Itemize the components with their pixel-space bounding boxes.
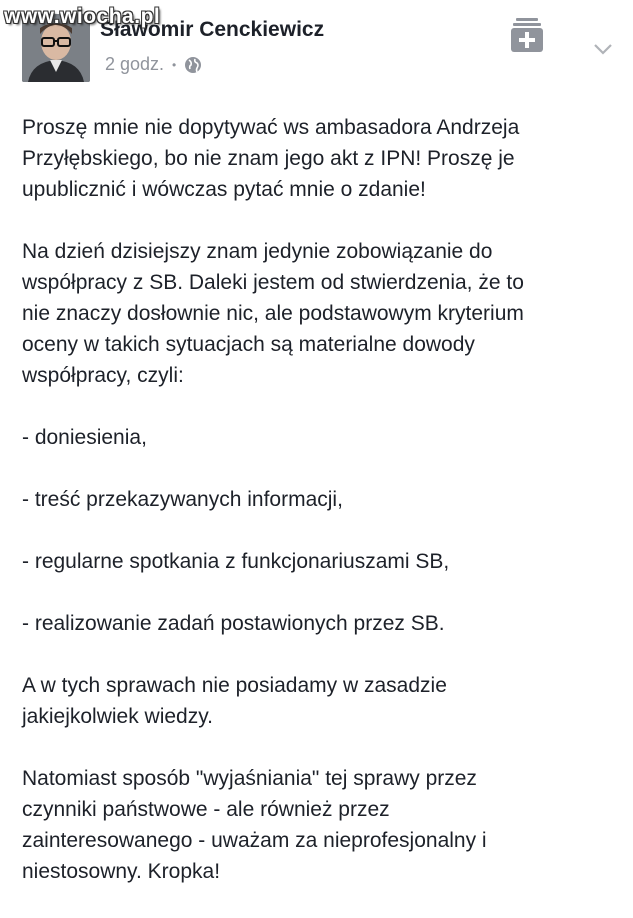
post-text-line: Proszę mnie nie dopytywać ws ambasadora Andrzeja [22, 116, 520, 139]
author-name[interactable]: Sławomir Cenckiewicz [100, 18, 325, 41]
post-text-line: czynniki państwowe - ale również przez [22, 798, 390, 821]
post-header [0, 0, 633, 100]
post-text-line: oceny w takich sytuacjach są materialne dowody [22, 333, 475, 356]
post-text-line: - regularne spotkania z funkcjonariuszami SB, [22, 550, 450, 573]
post-text-line: A w tych sprawach nie posiadamy w zasadzie [22, 674, 447, 697]
post-text-line: - doniesienia, [22, 426, 147, 449]
post-paragraph [22, 608, 622, 639]
post-paragraph [22, 546, 622, 577]
globe-icon [184, 56, 202, 74]
post-text-line: jakiejkolwiek wiedzy. [22, 705, 214, 728]
post-text-line: współpracy, czyli: [22, 364, 184, 387]
post-meta [105, 54, 202, 75]
post-text-line: upublicznić i wówczas pytać mnie o zdanie! [22, 178, 426, 201]
meta-separator: • [172, 57, 177, 72]
chevron-down-icon[interactable] [592, 42, 614, 56]
post-paragraph [22, 670, 622, 732]
post-time[interactable]: 2 godz. [105, 54, 165, 74]
bookmark-add-icon[interactable] [510, 16, 544, 54]
post-text-line: Przyłębskiego, bo nie znam jego akt z IPN! Proszę je [22, 147, 515, 170]
post-text [22, 112, 622, 918]
post-text-line: Na dzień dzisiejszy znam jedynie zobowiązanie do [22, 240, 493, 263]
post-paragraph [22, 112, 622, 205]
post-text-line: - treść przekazywanych informacji, [22, 488, 343, 511]
post-paragraph [22, 763, 622, 887]
post-text-line: nie znaczy dosłownie nic, ale podstawowym kryterium [22, 302, 524, 325]
post-text-line: zainteresowanego - uważam za nieprofesjonalny i [22, 829, 487, 852]
post-text-line: - realizowanie zadań postawionych przez SB. [22, 612, 445, 635]
post-paragraph [22, 422, 622, 453]
watermark: www.wiocha.pl [4, 5, 161, 28]
post-text-line: współpracy z SB. Daleki jestem od stwierdzenia, że to [22, 271, 524, 294]
post-text-line: Natomiast sposób "wyjaśniania" tej sprawy przez [22, 767, 477, 790]
post-paragraph [22, 484, 622, 515]
post-paragraph [22, 236, 622, 391]
post-text-line: niestosowny. Kropka! [22, 860, 221, 883]
